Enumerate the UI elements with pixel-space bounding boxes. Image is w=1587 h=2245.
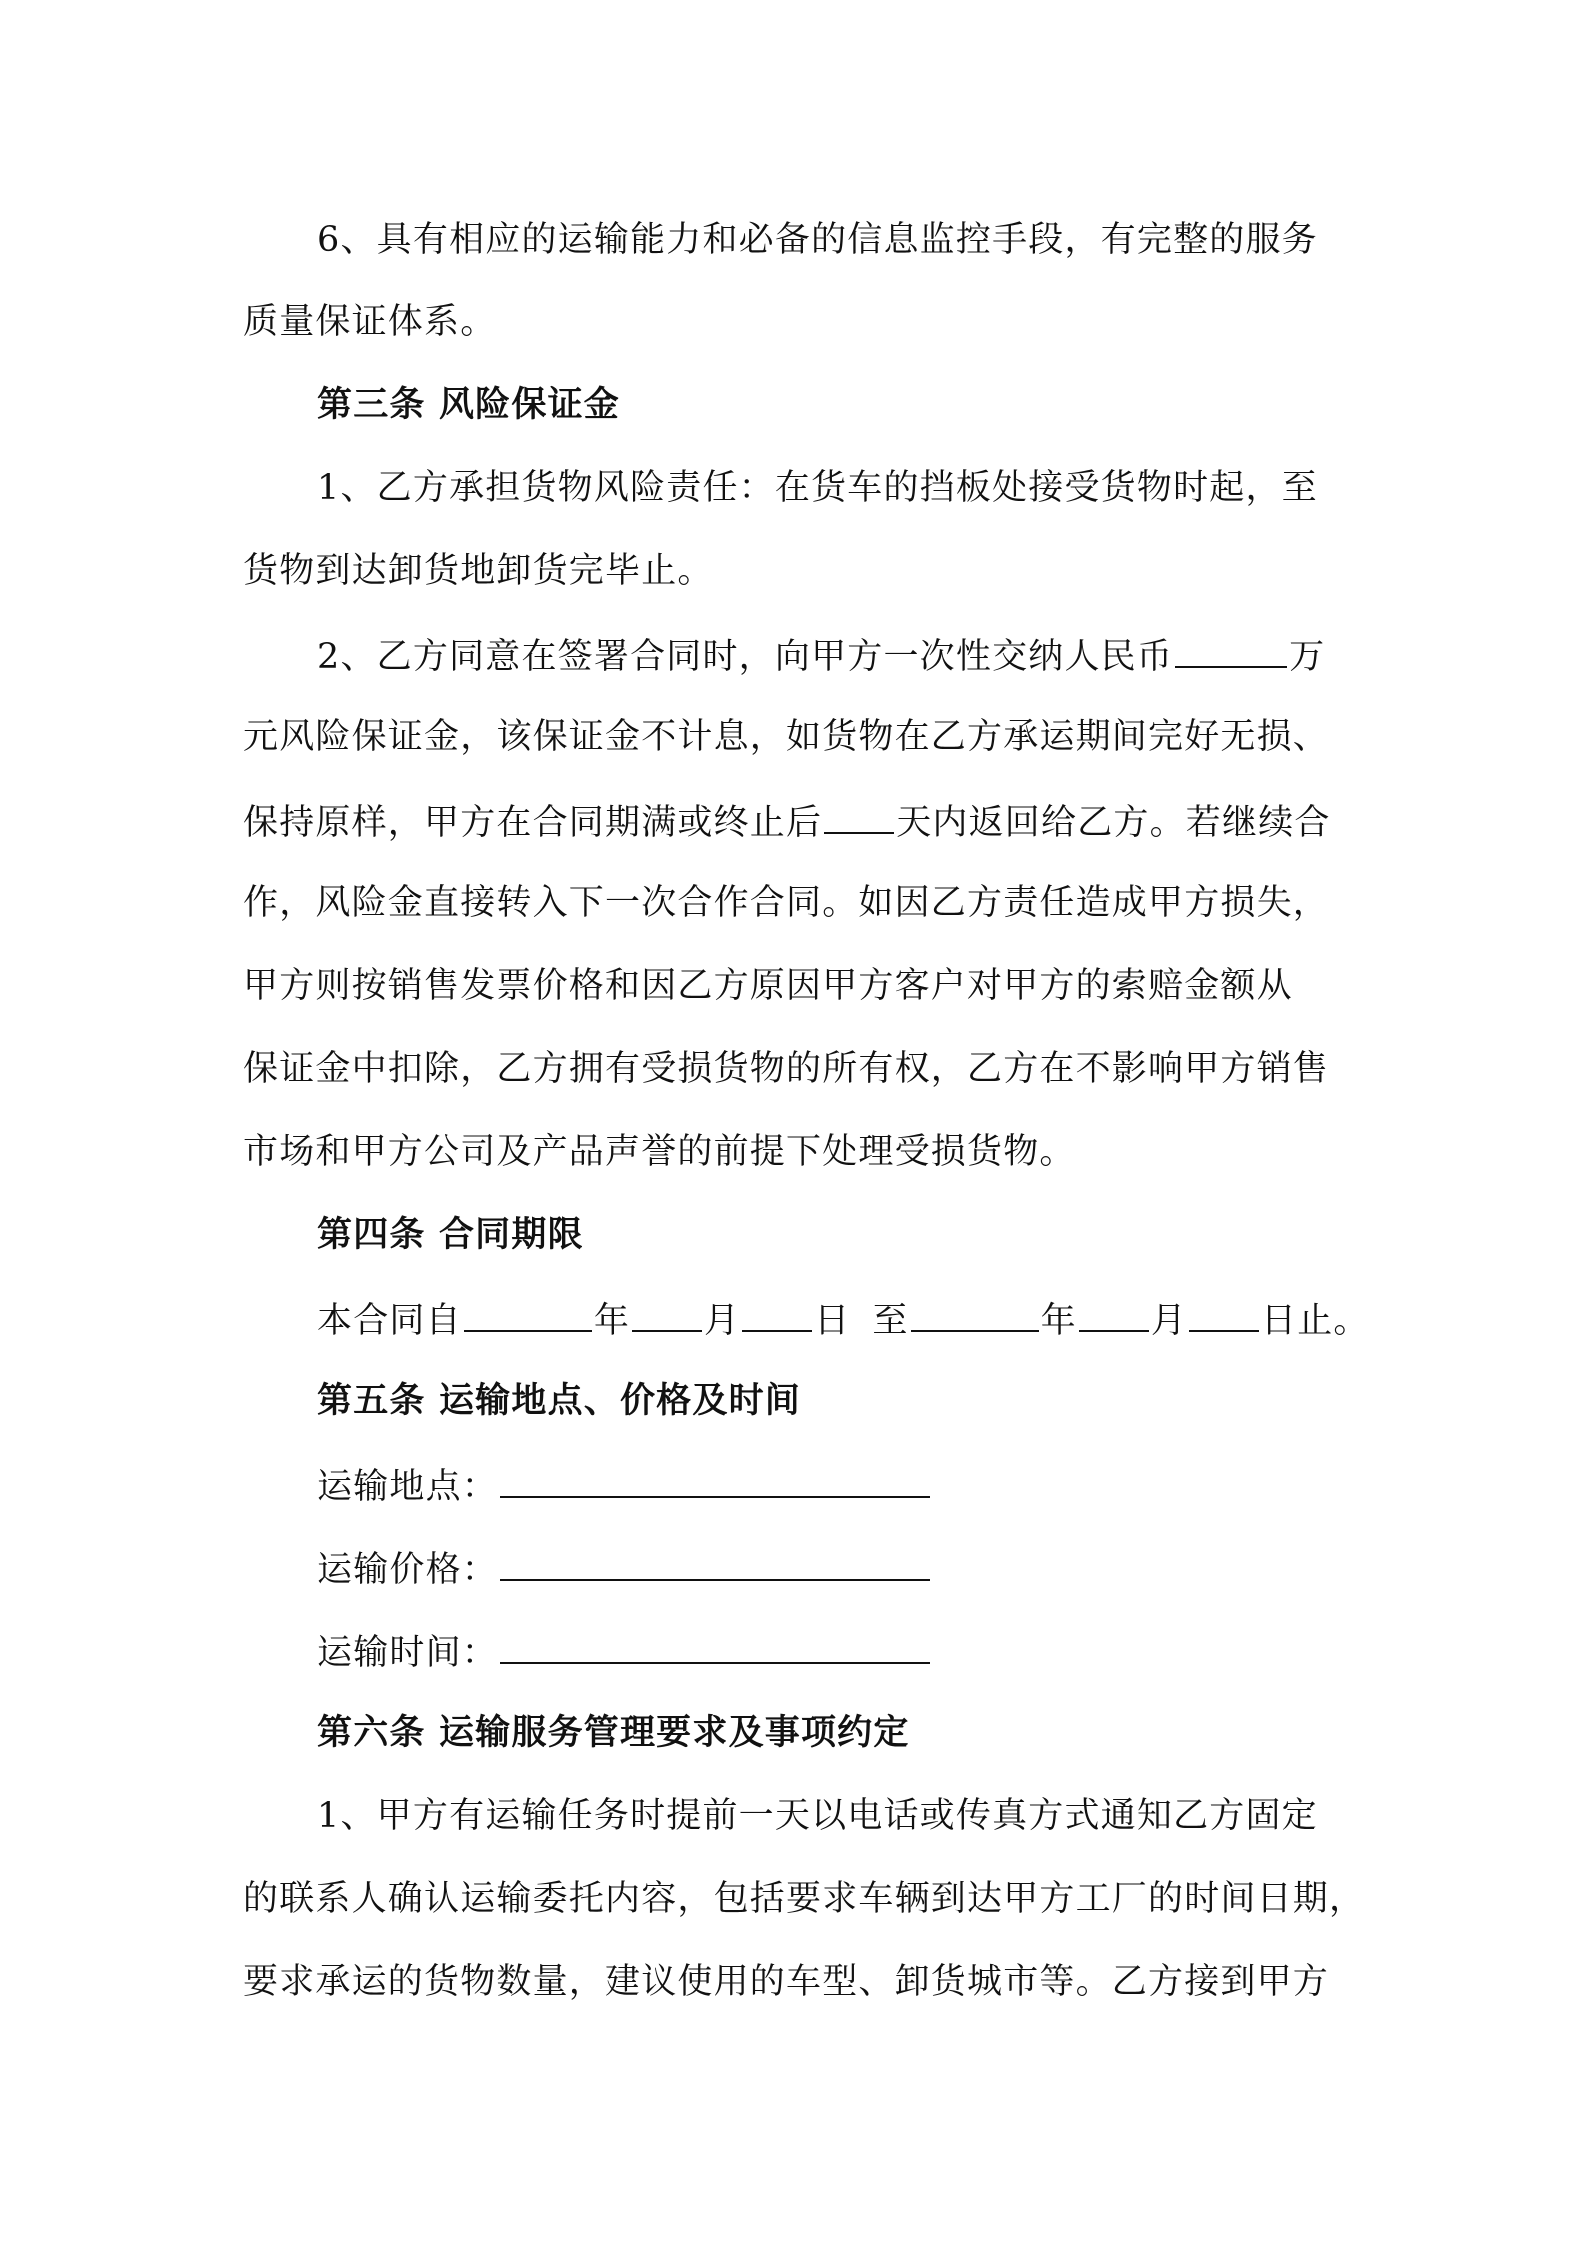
transport-time-blank[interactable] <box>500 1626 930 1664</box>
start-year-blank[interactable] <box>464 1294 592 1332</box>
article-3-p2-line-3-text-a: 保持原样，甲方在合同期满或终止后 <box>243 803 823 843</box>
period-intro: 本合同自 <box>317 1301 462 1341</box>
transport-price-blank[interactable] <box>500 1543 930 1581</box>
article-5-title: 第五条 运输地点、价格及时间 <box>317 1380 801 1421</box>
start-month-label: 月 <box>704 1301 741 1341</box>
transport-time-label: 运输时间： <box>317 1633 499 1673</box>
article-3-p2-line-4: 作，风险金直接转入下一次合作合同。如因乙方责任造成甲方损失， <box>243 883 1330 923</box>
transport-location-blank[interactable] <box>500 1460 930 1498</box>
article-4-title: 第四条 合同期限 <box>317 1214 584 1255</box>
article-3-p1-line-2: 货物到达卸货地卸货完毕止。 <box>243 551 714 591</box>
clause-6-line-1: 6、具有相应的运输能力和必备的信息监控手段，有完整的服务 <box>317 220 1318 260</box>
transport-location-row <box>317 1460 932 1508</box>
article-6-p1-line-3: 要求承运的货物数量，建议使用的车型、卸货城市等。乙方接到甲方 <box>243 1962 1330 2002</box>
article-3-p1-line-1: 1、乙方承担货物风险责任：在货车的挡板处接受货物时起，至 <box>317 468 1318 508</box>
article-4-period-line <box>317 1294 1370 1342</box>
article-3-p2-line-1-unit: 万 <box>1289 637 1326 677</box>
article-3-p2-line-1 <box>317 630 1325 678</box>
end-year-label: 年 <box>1040 1301 1077 1341</box>
period-to: 至 <box>872 1301 909 1341</box>
clause-6-line-2: 质量保证体系。 <box>243 302 497 342</box>
start-month-blank[interactable] <box>632 1294 702 1332</box>
article-3-p2-line-3-text-b: 天内返回给乙方。若继续合 <box>896 803 1331 843</box>
start-day-label: 日 <box>814 1301 851 1341</box>
article-6-p1-line-1: 1、甲方有运输任务时提前一天以电话或传真方式通知乙方固定 <box>317 1796 1318 1836</box>
article-3-p2-line-1-text: 2、乙方同意在签署合同时，向甲方一次性交纳人民币 <box>317 637 1174 677</box>
article-3-p2-line-3 <box>243 796 1331 844</box>
article-3-p2-line-7: 市场和甲方公司及产品声誉的前提下处理受损货物。 <box>243 1132 1076 1172</box>
transport-time-row <box>317 1626 932 1674</box>
article-3-p2-line-6: 保证金中扣除，乙方拥有受损货物的所有权，乙方在不影响甲方销售 <box>243 1049 1330 1089</box>
start-year-label: 年 <box>593 1301 631 1341</box>
transport-location-label: 运输地点： <box>317 1467 499 1507</box>
transport-price-label: 运输价格： <box>317 1550 499 1590</box>
end-month-blank[interactable] <box>1079 1294 1149 1332</box>
deposit-amount-blank[interactable] <box>1175 630 1287 668</box>
end-day-blank[interactable] <box>1189 1294 1259 1332</box>
article-6-p1-line-2: 的联系人确认运输委托内容，包括要求车辆到达甲方工厂的时间日期， <box>243 1879 1366 1919</box>
end-month-label: 月 <box>1150 1301 1188 1341</box>
article-3-title: 第三条 风险保证金 <box>317 384 620 425</box>
start-day-blank[interactable] <box>742 1294 812 1332</box>
end-day-label: 日止。 <box>1261 1301 1370 1341</box>
article-3-p2-line-2: 元风险保证金，该保证金不计息，如货物在乙方承运期间完好无损、 <box>243 717 1330 757</box>
article-6-title: 第六条 运输服务管理要求及事项约定 <box>317 1712 910 1753</box>
transport-price-row <box>317 1543 932 1591</box>
article-3-p2-line-5: 甲方则按销售发票价格和因乙方原因甲方客户对甲方的索赔金额从 <box>243 966 1293 1006</box>
end-year-blank[interactable] <box>911 1294 1039 1332</box>
return-days-blank[interactable] <box>824 796 894 834</box>
